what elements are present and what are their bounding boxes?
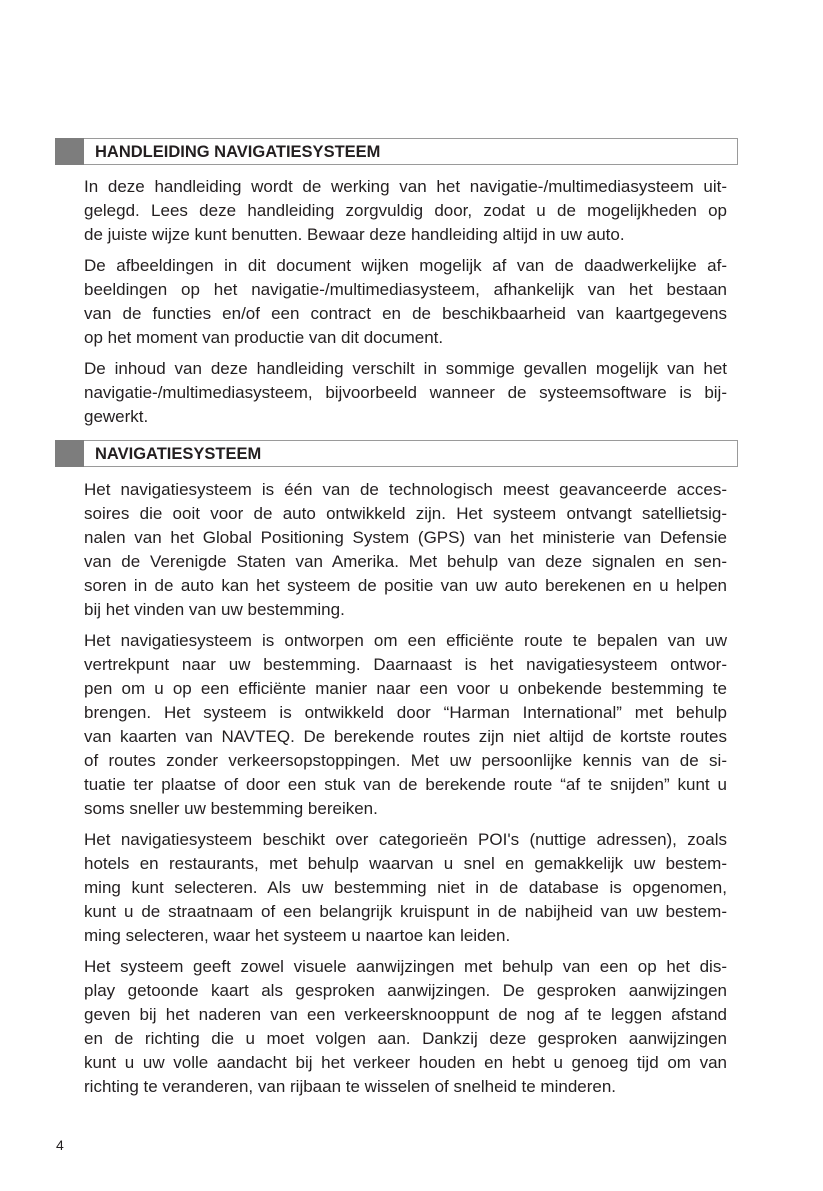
text-line: soren in de auto kan het systeem de positie van uw auto berekenen en u helpen (84, 576, 727, 595)
text-line: gewerkt. (84, 407, 149, 426)
text-line: ming kunt selecteren. Als uw bestemming niet in de database is opgenomen, (84, 878, 727, 897)
text-line: of routes zonder verkeersopstoppingen. Met uw persoonlijke kennis van de si- (84, 751, 727, 770)
text-line: kunt u de straatnaam of een belangrijk kruispunt in de nabijheid van uw bestem- (84, 902, 727, 921)
page-number: 4 (56, 1137, 64, 1153)
text-line: van kaarten van NAVTEQ. De berekende routes zijn niet altijd de kortste routes (84, 727, 727, 746)
text-line: van de functies en/of een contract en de beschikbaarheid van kaartgegevens (84, 304, 727, 323)
text-line: Het navigatiesysteem is één van de technologisch meest geavanceerde acces- (84, 480, 727, 499)
text-line: en de richting die u moet volgen aan. Dankzij deze gesproken aanwijzingen (84, 1029, 727, 1048)
paragraph (84, 175, 727, 247)
text-line: kunt u uw volle aandacht bij het verkeer houden en hebt u genoeg tijd om van (84, 1053, 727, 1072)
text-line: tuatie ter plaatse of door een stuk van de berekende route “af te snijden” kunt u (84, 775, 727, 794)
text-line: Het systeem geeft zowel visuele aanwijzingen met behulp van een op het dis- (84, 957, 727, 976)
text-line: vertrekpunt naar uw bestemming. Daarnaast is het navigatiesysteem ontwor- (84, 655, 727, 674)
text-line: op het moment van productie van dit document. (84, 328, 444, 347)
paragraph (84, 254, 727, 350)
section-body-navigatiesysteem (84, 478, 727, 1106)
text-line: Het navigatiesysteem beschikt over categorieën POI's (nuttige adressen), zoals (84, 830, 727, 849)
text-line: brengen. Het systeem is ontwikkeld door “Harman International” met behulp (84, 703, 727, 722)
text-line: beeldingen op het navigatie-/multimediasysteem, afhankelijk van het bestaan (84, 280, 727, 299)
text-line: In deze handleiding wordt de werking van het navigatie-/multimediasysteem uit- (84, 177, 727, 196)
text-line: ming selecteren, waar het systeem u naartoe kan leiden. (84, 926, 511, 945)
text-line: hotels en restaurants, met behulp waarvan u snel en gemakkelijk uw bestem- (84, 854, 727, 873)
text-line: de juiste wijze kunt benutten. Bewaar deze handleiding altijd in uw auto. (84, 225, 625, 244)
text-line: nalen van het Global Positioning System (GPS) van het ministerie van Defensie (84, 528, 727, 547)
section-marker (55, 440, 84, 467)
paragraph (84, 478, 727, 622)
text-line: geven bij het naderen van een verkeersknooppunt de nog af te leggen afstand (84, 1005, 727, 1024)
text-line: richting te veranderen, van rijbaan te wisselen of snelheid te minderen. (84, 1077, 617, 1096)
section-marker (55, 138, 84, 165)
text-line: play getoonde kaart als gesproken aanwijzingen. De gesproken aanwijzingen (84, 981, 727, 1000)
section-header-navigatiesysteem (55, 440, 738, 467)
paragraph (84, 357, 727, 429)
section-title: NAVIGATIESYSTEEM (95, 445, 262, 463)
section-body-handleiding (84, 175, 727, 436)
text-line: soires die ooit voor de auto ontwikkeld zijn. Het systeem ontvangt satellietsig- (84, 504, 727, 523)
text-line: Het navigatiesysteem is ontworpen om een efficiënte route te bepalen van uw (84, 631, 727, 650)
paragraph (84, 955, 727, 1099)
text-line: van de Verenigde Staten van Amerika. Met behulp van deze signalen en sen- (84, 552, 727, 571)
section-title: HANDLEIDING NAVIGATIESYSTEEM (95, 143, 381, 161)
text-line: pen om u op een efficiënte manier naar een voor u onbekende bestemming te (84, 679, 727, 698)
text-line: soms sneller uw bestemming bereiken. (84, 799, 378, 818)
text-line: bij het vinden van uw bestemming. (84, 600, 345, 619)
text-line: gelegd. Lees deze handleiding zorgvuldig door, zodat u de mogelijkheden op (84, 201, 727, 220)
paragraph (84, 828, 727, 948)
paragraph (84, 629, 727, 821)
text-line: De inhoud van deze handleiding verschilt in sommige gevallen mogelijk van het (84, 359, 727, 378)
text-line: De afbeeldingen in dit document wijken mogelijk af van de daadwerkelijke af- (84, 256, 727, 275)
section-header-handleiding (55, 138, 738, 165)
text-line: navigatie-/multimediasysteem, bijvoorbeeld wanneer de systeemsoftware is bij- (84, 383, 727, 402)
